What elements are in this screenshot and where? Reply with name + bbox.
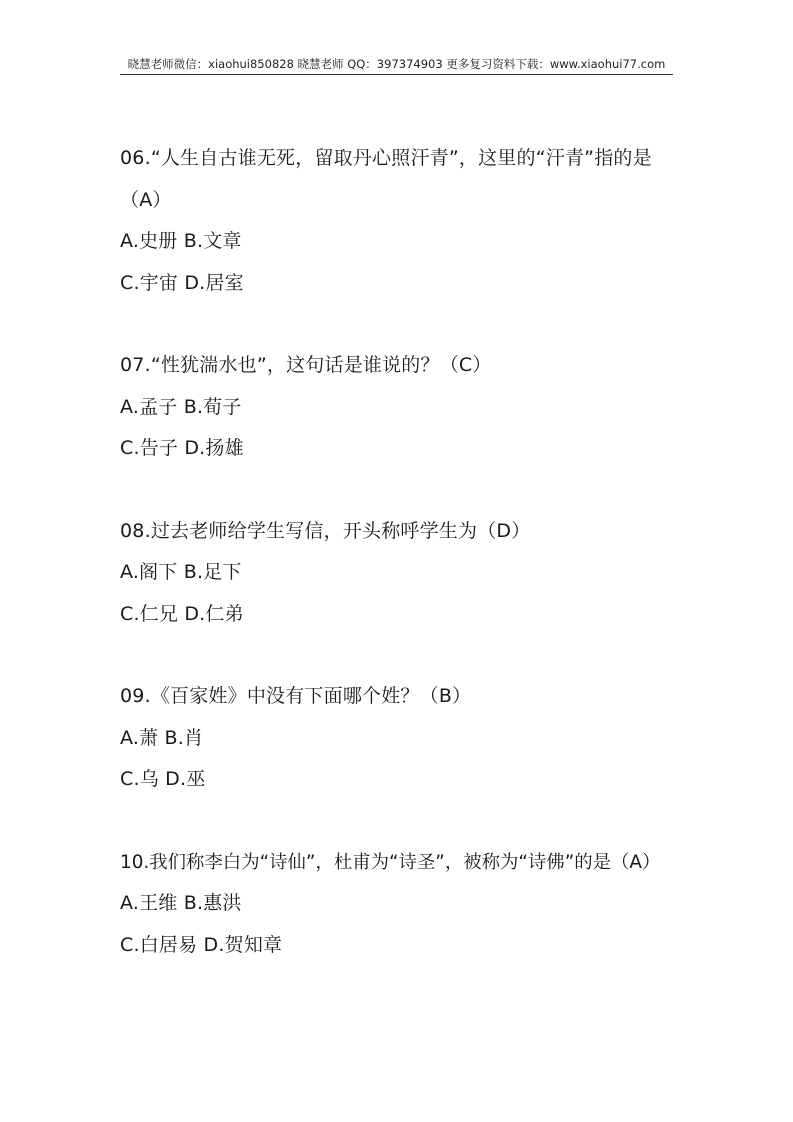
question-options-ab: A.孟子 B.荀子 [120, 395, 242, 418]
question-options-ab: A.阁下 B.足下 [120, 561, 242, 583]
question-options-cd: C.乌 D.巫 [120, 768, 206, 790]
question-10 [120, 842, 690, 967]
question-list [120, 138, 690, 1007]
question-options-ab: A.史册 B.文章 [120, 230, 242, 252]
question-stem: 09.《百家姓》中没有下面哪个姓？（B） [120, 685, 472, 707]
question-07 [120, 345, 690, 470]
question-options-cd: C.白居易 D.贺知章 [120, 933, 283, 956]
question-08 [120, 511, 690, 636]
question-stem: 10.我们称李白为“诗仙”，杜甫为“诗圣”，被称为“诗佛”的是（A） [120, 851, 661, 873]
page-header: 晓慧老师微信：xiaohui850828 晓慧老师 QQ：397374903 更多复习资料下载：www.xiaohui77.com [127, 57, 666, 71]
question-stem: 07.“性犹湍水也”，这句话是谁说的？（C） [120, 354, 492, 376]
question-stem: 08.过去老师给学生写信，开头称呼学生为（D） [120, 519, 531, 542]
question-stem: 06.“人生自古谁无死，留取丹心照汗青”，这里的“汗青”指的是（A） [120, 147, 652, 211]
header-divider [120, 74, 673, 75]
question-options-cd: C.告子 D.扬雄 [120, 437, 244, 459]
question-options-cd: C.宇宙 D.居室 [120, 271, 244, 294]
question-09 [120, 676, 690, 801]
question-options-ab: A.王维 B.惠洪 [120, 892, 242, 914]
question-06 [120, 138, 690, 304]
question-options-cd: C.仁兄 D.仁弟 [120, 602, 244, 625]
question-options-ab: A.萧 B.肖 [120, 726, 204, 749]
